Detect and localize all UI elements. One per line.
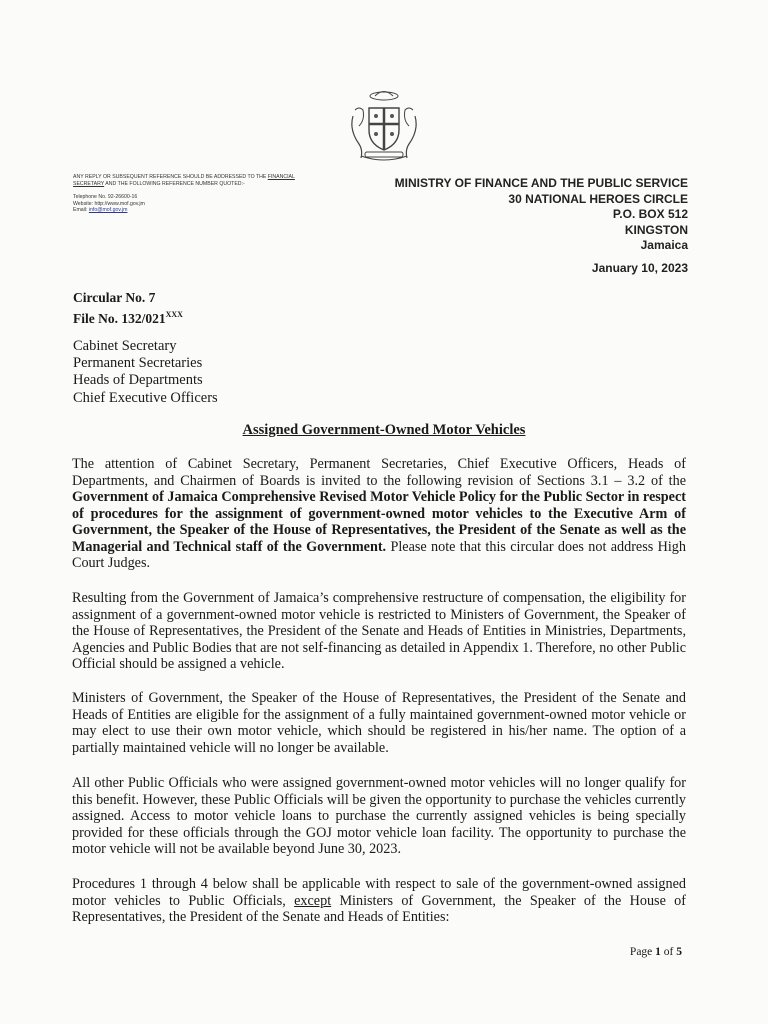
ministry-po-box: P.O. BOX 512 bbox=[612, 207, 688, 221]
paragraph-1-text: The attention of Cabinet Secretary, Permanent Secretaries, Chief Executive Officers, Heads of Departments, and Chairmen of Boards is invited to the following revision of Sections 3.1 – 3.2 of the bbox=[72, 456, 686, 489]
paragraph-3: Ministers of Government, the Speaker of the House of Representatives, the President of the Senate and Heads of Entities are eligible for the assignment of a fully maintained government-owned motor vehicle or may elect to use their own motor vehicle, which should be registered in his/her name. The option of a partially maintained vehicle will no longer be available. bbox=[72, 690, 686, 756]
telephone-number: Telephone No. 92-26600-16 bbox=[73, 194, 138, 200]
page-current: 1 bbox=[655, 946, 661, 958]
addressee: Heads of Departments bbox=[73, 372, 203, 389]
addressee: Permanent Secretaries bbox=[73, 355, 203, 372]
file-number-text: File No. 132/021 bbox=[73, 311, 166, 326]
reference-notice-text: ANY REPLY OR SUBSEQUENT REFERENCE SHOULD BE ADDRESSED TO THE bbox=[73, 174, 268, 180]
ministry-country: Jamaica bbox=[640, 238, 688, 252]
reference-notice-suffix: AND THE FOLLOWING REFERENCE NUMBER QUOTED:- bbox=[104, 181, 245, 187]
circular-reference bbox=[73, 289, 183, 327]
file-number-superscript: XXX bbox=[165, 310, 183, 319]
page-of: of bbox=[660, 946, 677, 958]
paragraph-5-except: except bbox=[294, 892, 332, 909]
ministry-street: 30 NATIONAL HEROES CIRCLE bbox=[508, 191, 688, 206]
website-link[interactable]: Website: http://www.mof.gov.jm bbox=[73, 200, 145, 207]
addressee: Cabinet Secretary bbox=[73, 338, 177, 354]
paragraph-5 bbox=[72, 876, 686, 926]
ministry-name: MINISTRY OF FINANCE AND THE PUBLIC SERVICE bbox=[394, 176, 688, 190]
reference-notice-financial: FINANCIAL bbox=[267, 174, 295, 180]
paragraph-1-bold: Government of Jamaica Comprehensive Revised Motor Vehicle Policy for the Public Sector in respect of procedures for the assignment of government-owned motor vehicles to the Executive Arm of Government, the Speaker of the House of Representatives, the President of the Senate as well as the Managerial and Technical staff of the Government. bbox=[72, 489, 686, 555]
document-title: Assigned Government-Owned Motor Vehicles bbox=[242, 422, 526, 438]
letter-date: January 10, 2023 bbox=[591, 261, 688, 275]
addressee: Chief Executive Officers bbox=[73, 389, 218, 406]
paragraph-4: All other Public Officials who were assigned government-owned motor vehicles will no longer qualify for this benefit. However, these Public Officials will be given the opportunity to purchase the vehicles currently assigned. Access to motor vehicle loans to purchase the currently assigned vehicles is being specially provided for these officials through the GOJ motor vehicle loan facility. The opportunity to purchase the motor vehicle will not be available beyond June 30, 2023. bbox=[72, 775, 686, 857]
paragraph-5-text-end: Ministers of Government, the Speaker of the House of Representatives, the President of the Senate and Heads of Entities: bbox=[72, 892, 686, 925]
page-label: Page bbox=[629, 946, 656, 958]
paragraph-1-note: Please note that this circular does not address High Court Judges. bbox=[72, 538, 686, 571]
paragraph-1 bbox=[72, 456, 686, 572]
circular-number: Circular No. 7 bbox=[73, 290, 156, 305]
file-number bbox=[73, 306, 183, 327]
reference-notice-secretary: SECRETARY bbox=[73, 181, 105, 187]
email-link[interactable]: info@mof.gov.jm bbox=[88, 207, 128, 213]
paragraph-5-text: Procedures 1 through 4 below shall be applicable with respect to sale of the government-owned assigned motor vehicles to Public Officials, bbox=[72, 876, 686, 909]
page-number bbox=[630, 946, 682, 958]
ministry-city: KINGSTON bbox=[624, 222, 688, 237]
addressee-list bbox=[73, 338, 218, 407]
reference-notice bbox=[73, 174, 343, 214]
paragraph-2: Resulting from the Government of Jamaica’s comprehensive restructure of compensation, the eligibility for assignment of a government-owned motor vehicle is restricted to Ministers of Government, the Speaker of the House of Representatives, the President of the Senate and Heads of Entities in Ministries, Departments, Agencies and Public Bodies that are not self-financing as detailed in Appendix 1. Therefore, no other Public Official should be assigned a vehicle. bbox=[72, 590, 686, 672]
page-total: 5 bbox=[676, 946, 682, 958]
coat-of-arms-icon bbox=[345, 86, 423, 164]
email-label: Email: bbox=[73, 207, 89, 213]
ministry-address bbox=[395, 176, 688, 254]
